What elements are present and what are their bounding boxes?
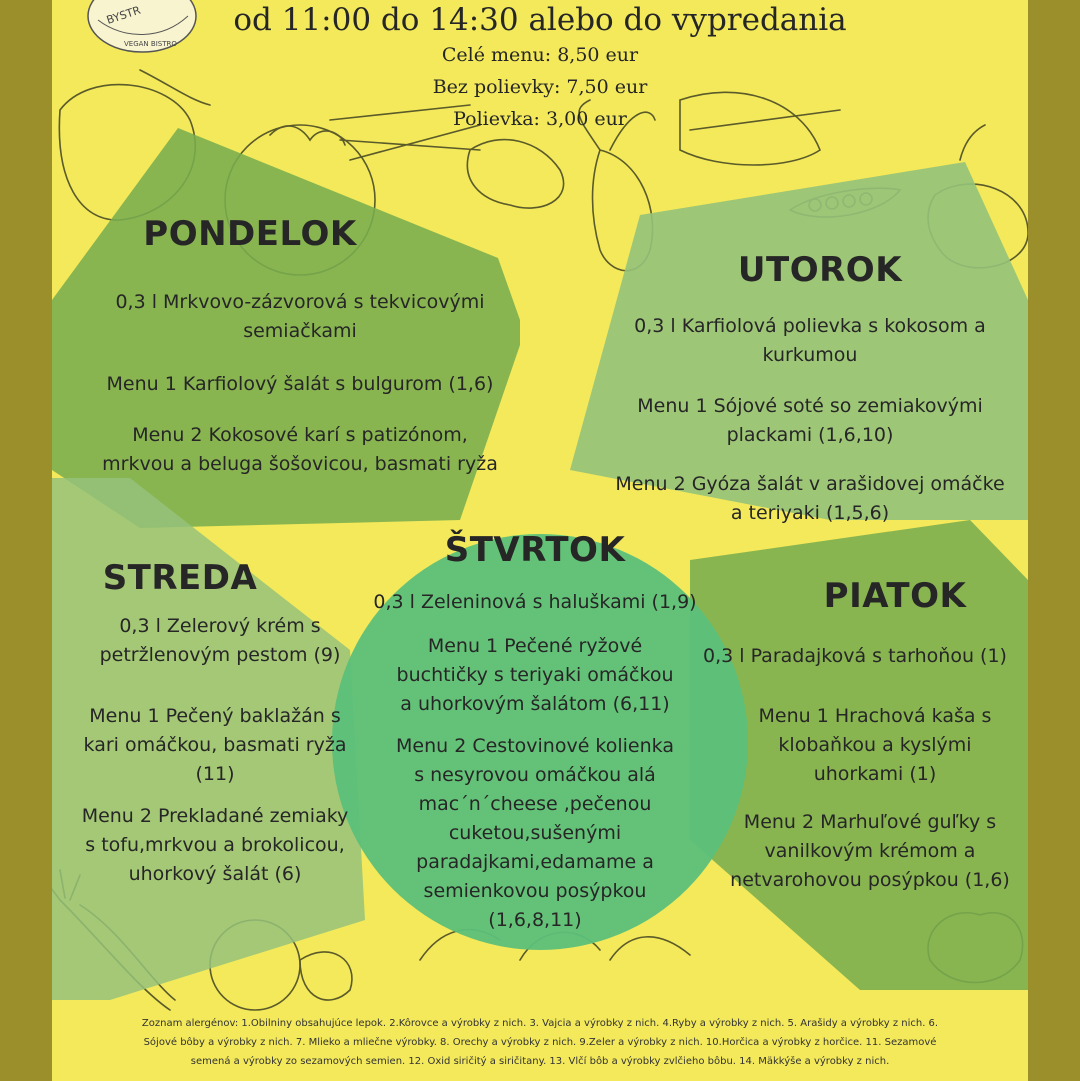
friday-menu-1-line: uhorkami (1) xyxy=(813,763,937,785)
left-edge-band xyxy=(0,0,52,1081)
thursday-menu-1-line: Menu 1 Pečené ryžové xyxy=(427,635,643,657)
tuesday-menu-2-line: a teriyaki (1,5,6) xyxy=(730,502,890,524)
tuesday-menu-1 xyxy=(585,392,1035,450)
friday-menu-2 xyxy=(700,808,1040,895)
tuesday-soup-line: 0,3 l Karfiolová polievka s kokosom a xyxy=(634,315,986,337)
thursday-soup xyxy=(345,588,725,617)
friday-menu-2-line: Menu 2 Marhuľové guľky s xyxy=(743,811,997,833)
day-title-friday: PIATOK xyxy=(823,576,967,616)
day-title-wednesday: STREDA xyxy=(102,558,258,598)
thursday-menu-2-line: cuketou,sušenými xyxy=(448,822,622,844)
logo-text-top: BYSTR xyxy=(104,3,143,27)
tuesday-menu-1-line: plackami (1,6,10) xyxy=(726,424,894,446)
friday-soup xyxy=(690,642,1020,671)
allergen-line: Sójové bôby a výrobky z nich. 7. Mlieko a mliečne výrobky. 8. Orechy a výrobky z nich. 9.Zeler a výrobky z nich. 10.Horčica a výrobky z horčice. 11. Sezamové xyxy=(143,1037,937,1048)
thursday-menu-2-line: mac´n´cheese ,pečenou xyxy=(418,793,652,815)
thursday-menu-2-line: (1,6,8,11) xyxy=(488,909,582,931)
tuesday-menu-2 xyxy=(580,470,1040,528)
friday-soup-line: 0,3 l Paradajková s tarhoňou (1) xyxy=(703,645,1007,667)
monday-soup xyxy=(60,288,540,346)
price-soup: Polievka: 3,00 eur xyxy=(453,108,627,130)
tuesday-soup-line: kurkumou xyxy=(762,344,858,366)
monday-soup-line: semiačkami xyxy=(243,320,357,342)
wednesday-soup-line: petržlenovým pestom (9) xyxy=(99,644,341,666)
allergen-line: semená a výrobky zo sezamových semien. 12. Oxid siričitý a siričitany. 13. Vlčí bôb a výrobky zvlčieho bôbu. 14. Mäkkýše a výrobky z nich. xyxy=(190,1056,890,1067)
monday-menu-2-line: mrkvou a beluga šošovicou, basmati ryža xyxy=(102,453,498,475)
tuesday-menu-2-line: Menu 2 Gyóza šalát v arašidovej omáčke xyxy=(615,473,1005,495)
monday-menu-1-line: Menu 1 Karfiolový šalát s bulgurom (1,6) xyxy=(106,373,494,395)
thursday-menu-1-line: buchtičky s teriyaki omáčkou xyxy=(396,664,674,686)
thursday-menu-2-line: s nesyrovou omáčkou alá xyxy=(414,764,656,786)
thursday-menu-2-line: semienkovou posýpkou xyxy=(423,880,647,902)
wednesday-menu-2-line: Menu 2 Prekladané zemiaky xyxy=(81,805,349,827)
friday-menu-2-line: vanilkovým krémom a xyxy=(764,840,976,862)
wednesday-menu-2 xyxy=(55,802,375,889)
monday-menu-2 xyxy=(40,421,560,479)
price-no-soup: Bez polievky: 7,50 eur xyxy=(432,76,648,98)
allergen-list xyxy=(52,1014,1028,1071)
thursday-menu-2-line: Menu 2 Cestovinové kolienka xyxy=(396,735,674,757)
wednesday-menu-1 xyxy=(55,702,375,789)
allergen-line: Zoznam alergénov: 1.Obilniny obsahujúce lepok. 2.Kôrovce a výrobky z nich. 3. Vajcia a výrobky z nich. 4.Ryby a výrobky z nich. 5. Arašidy a výrobky z nich. 6. xyxy=(141,1018,939,1029)
wednesday-menu-2-line: s tofu,mrkvou a brokolicou, xyxy=(85,834,345,856)
wednesday-menu-1-line: (11) xyxy=(195,763,235,785)
wednesday-menu-2-line: uhorkový šalát (6) xyxy=(128,863,302,885)
friday-menu-1 xyxy=(710,702,1040,789)
day-title-monday: PONDELOK xyxy=(143,214,357,254)
monday-menu-2-line: Menu 2 Kokosové karí s patizónom, xyxy=(132,424,468,446)
day-title-tuesday: UTOROK xyxy=(737,250,903,290)
wednesday-soup-line: 0,3 l Zelerový krém s xyxy=(119,615,321,637)
price-full-menu: Celé menu: 8,50 eur xyxy=(441,44,639,66)
wednesday-menu-1-line: Menu 1 Pečený baklažán s xyxy=(89,705,341,727)
wednesday-soup xyxy=(60,612,380,670)
friday-menu-1-line: Menu 1 Hrachová kaša s xyxy=(758,705,992,727)
opening-hours: od 11:00 do 14:30 alebo do vypredania xyxy=(233,2,847,38)
wednesday-menu-1-line: kari omáčkou, basmati ryža xyxy=(83,734,347,756)
logo-text-bottom: VEGAN BISTRO xyxy=(124,40,177,48)
day-title-thursday: ŠTVRTOK xyxy=(444,530,626,570)
thursday-menu-2-line: paradajkami,edamame a xyxy=(416,851,654,873)
tuesday-soup xyxy=(585,312,1035,370)
right-edge-band xyxy=(1028,0,1080,1081)
tuesday-menu-1-line: Menu 1 Sójové soté so zemiakovými xyxy=(637,395,983,417)
monday-soup-line: 0,3 l Mrkvovo-zázvorová s tekvicovými xyxy=(115,291,485,313)
thursday-menu-2 xyxy=(365,732,705,935)
thursday-menu-1-line: a uhorkovým šalátom (6,11) xyxy=(400,693,670,715)
thursday-soup-line: 0,3 l Zeleninová s haluškami (1,9) xyxy=(373,591,697,613)
monday-menu-1 xyxy=(40,370,560,399)
thursday-menu-1 xyxy=(365,632,705,719)
friday-menu-2-line: netvarohovou posýpkou (1,6) xyxy=(730,869,1010,891)
friday-menu-1-line: klobaňkou a kyslými xyxy=(778,734,972,756)
